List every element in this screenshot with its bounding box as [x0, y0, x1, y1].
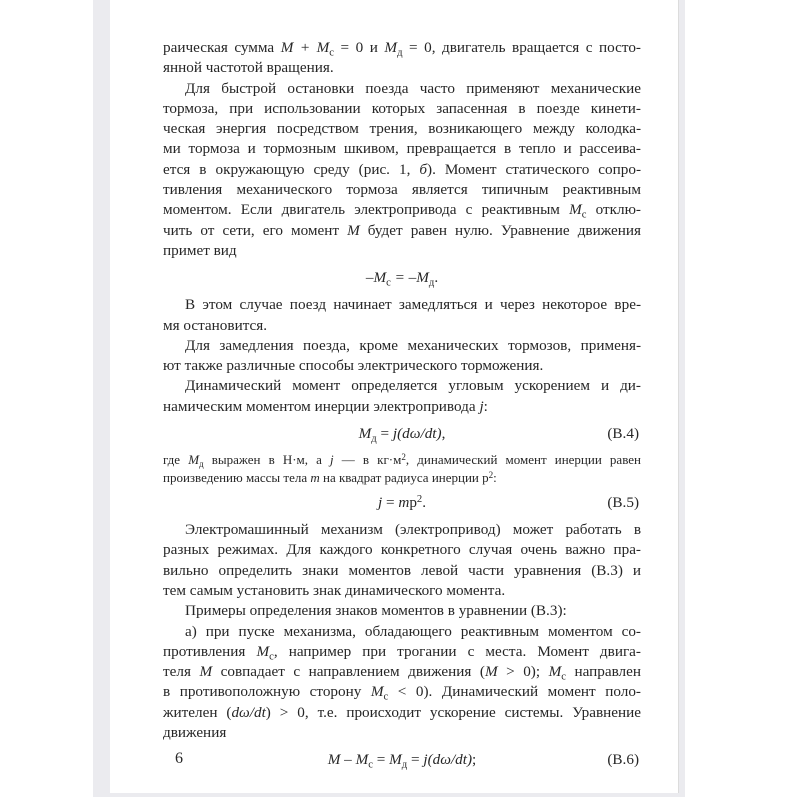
text-line: примет вид: [163, 241, 237, 259]
text-line: ется в окружающую среду (рис. 1, б). Момент статического сопро-: [163, 160, 642, 178]
paragraph-start: Для замедления поезда, кроме механических тормозов, применя-: [185, 336, 641, 354]
equation-number: (В.6): [607, 751, 639, 769]
paragraph-start: Для быстрой остановки поезда часто применяют механические: [185, 79, 641, 97]
text-line: вильно определить знаки моментов левой части уравнения (В.3) и: [163, 561, 641, 579]
equation: $-M_с = -M_д$.: [365, 269, 439, 289]
paragraph-start: Примеры определения знаков моментов в уравнении (В.3):: [185, 602, 567, 620]
paragraph-start: В этом случае поезд начинает замедляться и через некоторое вре-: [185, 296, 641, 314]
text-line: где $M_д$ выражен в Н·м, а j — в $кг\cdot м^2$, динамический момент инерции равен: [163, 451, 641, 470]
paragraph-start: а) при пуске механизма, обладающего реактивным моментом со-: [185, 622, 641, 640]
text-line: намическим моментом инерции электропривода j:: [163, 397, 488, 415]
text-line: движения: [163, 724, 227, 742]
equation-b6: $M - M_с = M_д = j(d\omega/dt)$; (В.6): [163, 747, 641, 773]
text-line: ют также различные способы электрического торможения.: [163, 357, 544, 375]
page-text: [163, 38, 641, 777]
text-line: тивления механического тормоза является типичным реактивным: [163, 181, 641, 199]
text-line: теля M совпадает с направлением движения (M > 0); $M_с$ направлен: [163, 663, 641, 683]
equation-number: (В.4): [607, 425, 639, 443]
text-line: произведению массы тела m на квадрат радиуса инерции $р^2$:: [163, 469, 497, 485]
text-line: в противоположную сторону $M_с < 0$). Динамический момент поло-: [163, 683, 641, 704]
text-line: жителен (dω/dt) > 0, т.е. происходит ускорение системы. Уравнение: [163, 703, 641, 721]
text-line: тем самым установить знак динамического момента.: [163, 581, 506, 599]
equation-b4: $M_д = j(d\omega/dt)$, (В.4): [163, 421, 641, 447]
paragraph-start: Динамический момент определяется угловым ускорением и ди-: [185, 377, 641, 395]
text-line: чить от сети, его момент M будет равен нулю. Уравнение движения: [163, 221, 642, 239]
text-line: янной частотой вращения.: [163, 59, 334, 77]
text-line: моментом. Если двигатель электропривода с реактивным $M_с$ отклю-: [163, 201, 641, 222]
equation-number: (В.5): [607, 494, 639, 512]
text-line: ческая энергия посредством трения, возникающего между колодка-: [163, 120, 641, 138]
text-line: разных режимах. Для каждого конкретного случая очень важно пра-: [163, 541, 641, 559]
text-line: мя остановится.: [163, 316, 268, 334]
text-line: тормоза, при использовании которых запасенная в поезде кинети-: [163, 99, 641, 117]
page-number: 6: [175, 750, 183, 767]
text-line: ми тормоза и тормозным шкивом, превращается в тепло и рассеива-: [163, 140, 641, 158]
equation-b5: $j = mр^2$. (В.5): [163, 490, 641, 516]
text-line: раическая сумма $M + M_с = 0$ и $M_д = 0$, двигатель вращается с посто-: [163, 39, 641, 59]
text-line: противления $M_с$, например при трогании с места. Момент двига-: [163, 642, 641, 663]
paragraph-start: Электромашинный механизм (электропривод) может работать в: [185, 521, 641, 539]
